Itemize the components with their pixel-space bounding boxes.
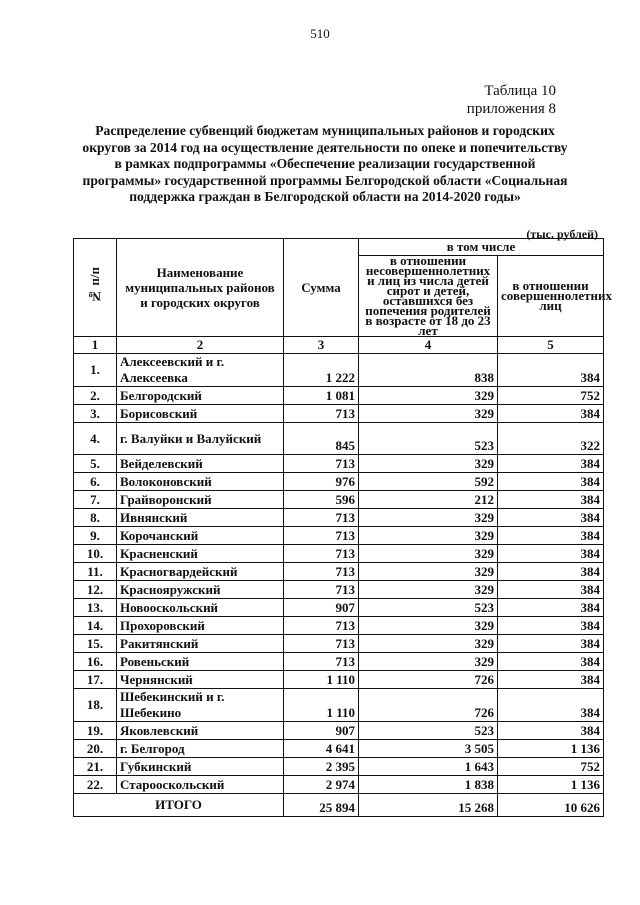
row-col4: 523 — [359, 722, 498, 740]
column-number: 5 — [498, 337, 604, 354]
total-sum: 25 894 — [284, 794, 359, 817]
table-row — [74, 635, 604, 653]
row-number: 11. — [74, 563, 117, 581]
subvention-table — [73, 238, 612, 817]
header-col4: в отношении несовершеннолетних и лиц из числа детей сирот и детей, оставшихся без попечения родителей в возрасте от 18 до 23 лет — [359, 256, 498, 337]
table-row — [74, 455, 604, 473]
row-col4: 523 — [359, 599, 498, 617]
table-row — [74, 581, 604, 599]
row-col5: 384 — [498, 722, 604, 740]
row-number: 17. — [74, 671, 117, 689]
row-col5: 384 — [498, 473, 604, 491]
row-col4: 329 — [359, 653, 498, 671]
row-number: 8. — [74, 509, 117, 527]
row-col4: 329 — [359, 617, 498, 635]
row-number: 10. — [74, 545, 117, 563]
row-number: 2. — [74, 387, 117, 405]
row-sum: 713 — [284, 563, 359, 581]
table-row — [74, 653, 604, 671]
district-name: Красненский — [117, 545, 284, 563]
row-col4: 1 643 — [359, 758, 498, 776]
row-col4: 726 — [359, 671, 498, 689]
table-row — [74, 423, 604, 455]
row-col4: 726 — [359, 689, 498, 722]
district-name: Яковлевский — [117, 722, 284, 740]
row-col4: 329 — [359, 405, 498, 423]
row-col4: 329 — [359, 455, 498, 473]
row-col5: 384 — [498, 354, 604, 387]
header-sum: Сумма — [284, 239, 359, 337]
district-name: Борисовский — [117, 405, 284, 423]
row-col5: 384 — [498, 671, 604, 689]
row-sum: 713 — [284, 653, 359, 671]
district-name: Ивнянский — [117, 509, 284, 527]
district-name: Ракитянский — [117, 635, 284, 653]
row-col4: 212 — [359, 491, 498, 509]
district-name: Шебекинский и г. Шебекино — [117, 689, 284, 722]
row-number: 18. — [74, 689, 117, 722]
total-row — [74, 794, 604, 817]
header-num: № п/п — [87, 267, 102, 304]
row-col4: 329 — [359, 563, 498, 581]
row-sum: 2 974 — [284, 776, 359, 794]
row-sum: 2 395 — [284, 758, 359, 776]
row-sum: 1 110 — [284, 671, 359, 689]
row-col5: 322 — [498, 423, 604, 455]
row-col5: 384 — [498, 527, 604, 545]
district-name: Прохоровский — [117, 617, 284, 635]
total-col4: 15 268 — [359, 794, 498, 817]
table-row — [74, 545, 604, 563]
row-col5: 384 — [498, 581, 604, 599]
row-number: 4. — [74, 423, 117, 455]
row-number: 19. — [74, 722, 117, 740]
row-col5: 384 — [498, 653, 604, 671]
row-col5: 384 — [498, 635, 604, 653]
row-number: 15. — [74, 635, 117, 653]
district-name: Новооскольский — [117, 599, 284, 617]
district-name: г. Валуйки и Валуйский — [117, 423, 284, 455]
table-label-line1: Таблица 10 — [484, 83, 556, 99]
column-number: 4 — [359, 337, 498, 354]
row-col5: 384 — [498, 545, 604, 563]
row-number: 22. — [74, 776, 117, 794]
district-name: Белгородский — [117, 387, 284, 405]
table-row — [74, 740, 604, 758]
row-sum: 1 110 — [284, 689, 359, 722]
table-row — [74, 563, 604, 581]
row-number: 16. — [74, 653, 117, 671]
table-row — [74, 617, 604, 635]
row-col4: 838 — [359, 354, 498, 387]
row-col4: 329 — [359, 581, 498, 599]
row-col4: 523 — [359, 423, 498, 455]
row-sum: 713 — [284, 509, 359, 527]
units-label: (тыс. рублей) — [526, 227, 598, 241]
header-col5: в отношении совершеннолетних лиц — [498, 256, 604, 337]
row-sum: 713 — [284, 527, 359, 545]
row-sum: 713 — [284, 581, 359, 599]
table-row — [74, 758, 604, 776]
row-col5: 752 — [498, 387, 604, 405]
row-col5: 1 136 — [498, 740, 604, 758]
district-name: г. Белгород — [117, 740, 284, 758]
row-number: 13. — [74, 599, 117, 617]
row-col4: 592 — [359, 473, 498, 491]
district-name: Краснояружский — [117, 581, 284, 599]
row-col5: 384 — [498, 509, 604, 527]
row-col5: 384 — [498, 491, 604, 509]
table-row — [74, 776, 604, 794]
table-row — [74, 689, 604, 722]
row-sum: 907 — [284, 722, 359, 740]
table-row — [74, 387, 604, 405]
row-sum: 713 — [284, 617, 359, 635]
row-sum: 1 222 — [284, 354, 359, 387]
row-sum: 713 — [284, 545, 359, 563]
row-sum: 1 081 — [284, 387, 359, 405]
row-col5: 1 136 — [498, 776, 604, 794]
row-sum: 596 — [284, 491, 359, 509]
table-label-line2: приложения 8 — [466, 101, 556, 117]
row-sum: 907 — [284, 599, 359, 617]
column-number: 1 — [74, 337, 117, 354]
table-label — [467, 82, 556, 118]
column-number: 2 — [117, 337, 284, 354]
district-name: Корочанский — [117, 527, 284, 545]
row-sum: 845 — [284, 423, 359, 455]
district-name: Губкинский — [117, 758, 284, 776]
table-row — [74, 473, 604, 491]
table-row — [74, 722, 604, 740]
row-col5: 384 — [498, 617, 604, 635]
row-number: 20. — [74, 740, 117, 758]
row-number: 14. — [74, 617, 117, 635]
row-col5: 384 — [498, 689, 604, 722]
row-col5: 384 — [498, 563, 604, 581]
district-name: Старооскольский — [117, 776, 284, 794]
page-number: 510 — [310, 26, 330, 41]
table-body — [74, 354, 604, 794]
row-col5: 384 — [498, 405, 604, 423]
total-col5: 10 626 — [498, 794, 604, 817]
column-number: 3 — [284, 337, 359, 354]
header-num-cell — [74, 239, 117, 337]
table-row — [74, 671, 604, 689]
row-number: 6. — [74, 473, 117, 491]
row-col5: 384 — [498, 599, 604, 617]
table-row — [74, 509, 604, 527]
row-number: 9. — [74, 527, 117, 545]
row-col4: 329 — [359, 635, 498, 653]
row-number: 12. — [74, 581, 117, 599]
column-number-row — [74, 337, 604, 354]
row-sum: 4 641 — [284, 740, 359, 758]
header-name: Наименование муниципальных районов и городских округов — [117, 239, 284, 337]
row-sum: 713 — [284, 405, 359, 423]
row-col4: 329 — [359, 545, 498, 563]
row-col4: 329 — [359, 509, 498, 527]
district-name: Чернянский — [117, 671, 284, 689]
row-col4: 1 838 — [359, 776, 498, 794]
row-col4: 329 — [359, 387, 498, 405]
row-number: 3. — [74, 405, 117, 423]
district-name: Алексеевский и г. Алексеевка — [117, 354, 284, 387]
row-number: 7. — [74, 491, 117, 509]
district-name: Волоконовский — [117, 473, 284, 491]
row-col4: 3 505 — [359, 740, 498, 758]
row-number: 21. — [74, 758, 117, 776]
table-row — [74, 354, 604, 387]
header-including: в том числе — [359, 239, 604, 256]
row-number: 1. — [74, 354, 117, 387]
row-sum: 713 — [284, 455, 359, 473]
row-col4: 329 — [359, 527, 498, 545]
row-sum: 713 — [284, 635, 359, 653]
row-col5: 384 — [498, 455, 604, 473]
row-number: 5. — [74, 455, 117, 473]
table-row — [74, 527, 604, 545]
row-sum: 976 — [284, 473, 359, 491]
district-name: Красногвардейский — [117, 563, 284, 581]
table-row — [74, 405, 604, 423]
table-row — [74, 491, 604, 509]
row-col5: 752 — [498, 758, 604, 776]
total-label: ИТОГО — [74, 794, 284, 817]
district-name: Грайворонский — [117, 491, 284, 509]
district-name: Ровеньский — [117, 653, 284, 671]
district-name: Вейделевский — [117, 455, 284, 473]
document-title: Распределение субвенций бюджетам муниципальных районов и городских округов за 2014 год на осуществление деятельности по опеке и попечительству в рамках подпрограммы «Обеспечение реализации государственной программы» государственной программы Белгородской области «Социальная поддержка граждан в Белгородской области на 2014-2020 годы» — [82, 123, 568, 204]
table-row — [74, 599, 604, 617]
